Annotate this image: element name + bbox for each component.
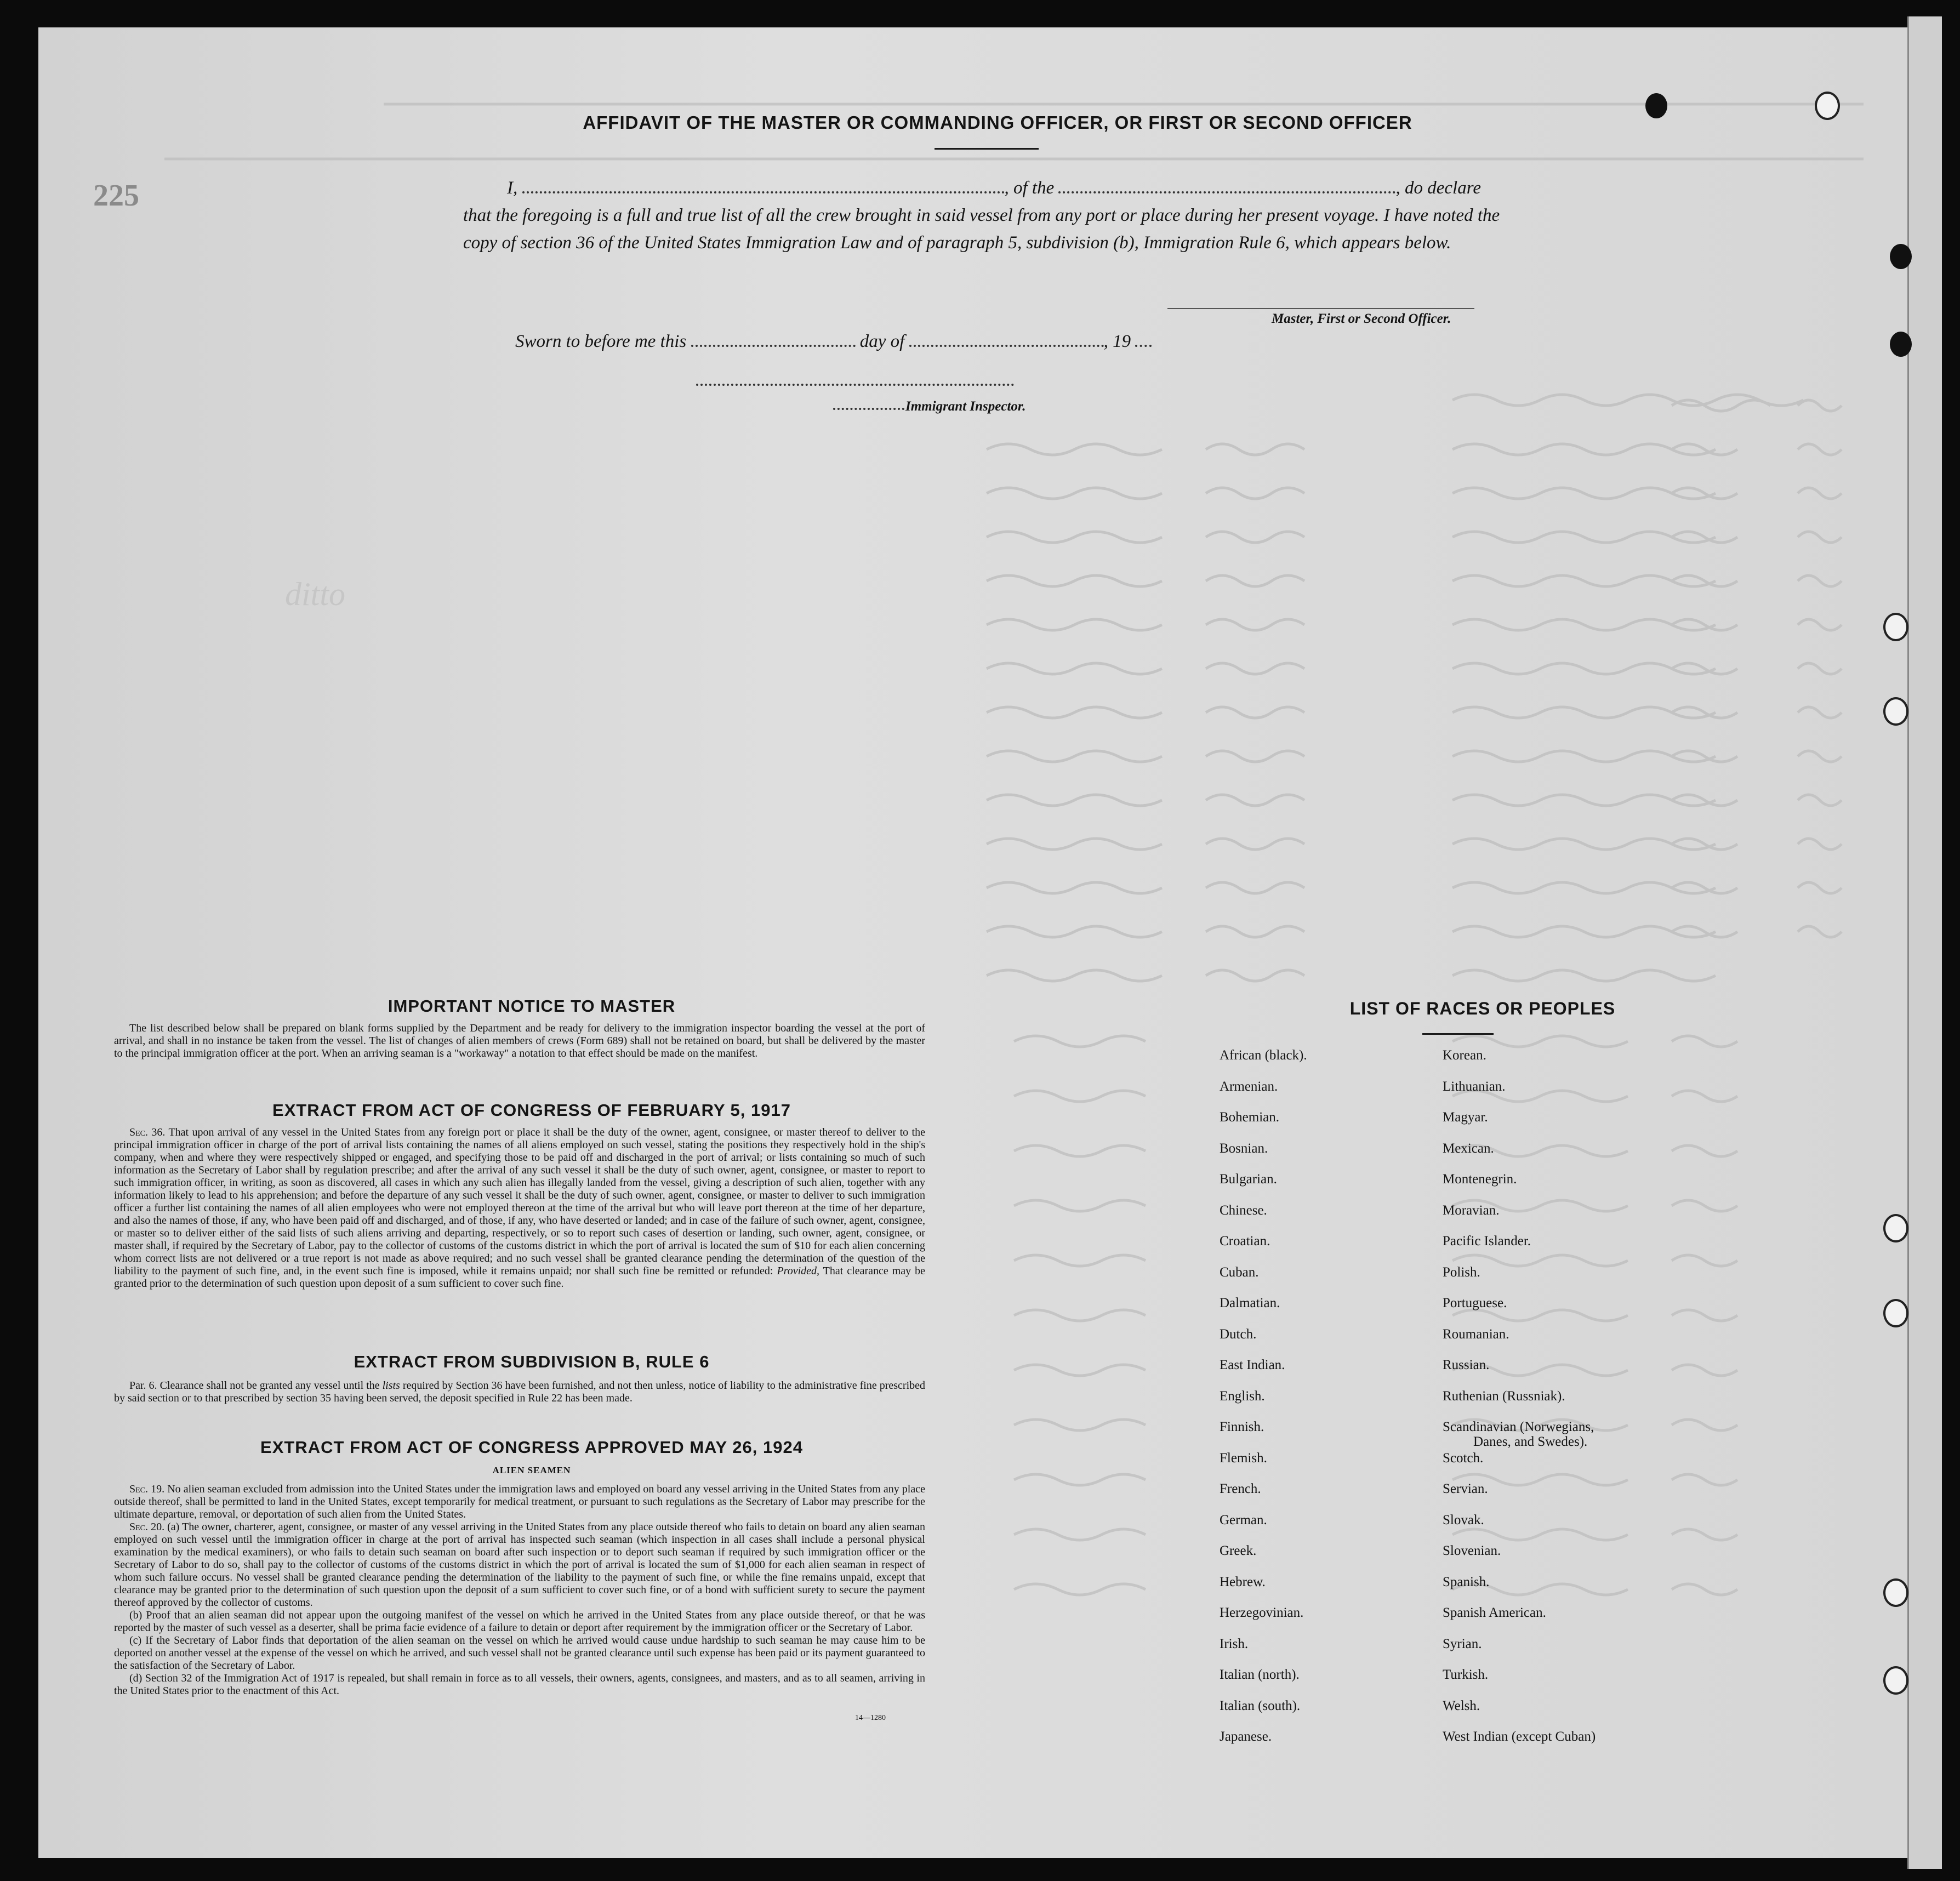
sec20b-paragraph: (b) Proof that an alien seaman did not appear upon the outgoing manifest of the vessel on which he arrived in the United States from any place outside thereof, or that he was reported by the master of such vessel as a deserter, shall be prima facie evidence of a failure to detain or deport after requirement by the immigration officer or the Secretary of Labor. [114, 1609, 925, 1634]
race-item: Herzegovinian. [1220, 1605, 1304, 1620]
race-item: Spanish American. [1443, 1605, 1546, 1620]
affidavit-statement: that the foregoing is a full and true list of all the crew brought in said vessel from any port or place during her present voyage. I have noted the copy of section 36 of the United States Immigration Law and of paragraph 5, subdivision (b), Immigration Rule 6, which appears below. [463, 206, 1500, 253]
race-item: Portuguese. [1443, 1296, 1507, 1310]
race-item: Slovak. [1443, 1512, 1484, 1527]
race-item: Roumanian. [1443, 1326, 1509, 1342]
punch-blot-icon [1890, 244, 1912, 269]
punch-hole-icon [1815, 92, 1840, 120]
affidavit-body [463, 174, 1532, 256]
sec19-paragraph [114, 1483, 925, 1521]
page-edge [1907, 16, 1942, 1869]
extract-1924-text [114, 1483, 925, 1697]
sec36-label: Sec. 36. [129, 1126, 166, 1138]
punch-blot-icon [1890, 332, 1912, 357]
race-item: Italian (south). [1220, 1698, 1301, 1713]
page-number: 225 [93, 179, 139, 213]
affidavit-i-label: I, [507, 178, 518, 198]
affidavit-declaration-line [463, 174, 1532, 202]
race-item: English. [1220, 1388, 1265, 1404]
sec20d-paragraph: (d) Section 32 of the Immigration Act of 1917 is repealed, but shall remain in force as to all vessels, their owners, agents, consignees, and masters, and as to all seamen, arriving in the United States prior to the enactment of this Act. [114, 1672, 925, 1697]
master-signature-line[interactable] [1167, 308, 1474, 309]
race-item: Bulgarian. [1220, 1172, 1277, 1187]
race-item: Irish. [1220, 1636, 1249, 1651]
race-item: Spanish. [1443, 1574, 1490, 1589]
bleed-through-layer: ditto [0, 0, 1960, 1881]
races-title: LIST OF RACES OR PEOPLES [1349, 999, 1616, 1018]
race-item: Korean. [1443, 1048, 1486, 1063]
sworn-day-field[interactable] [691, 345, 856, 347]
race-item: Armenian. [1220, 1079, 1278, 1094]
race-item: Pacific Islander. [1443, 1234, 1531, 1249]
rule6-text-a: Par. 6. Clearance shall not be granted any vessel until the [129, 1380, 380, 1392]
race-item: Chinese. [1220, 1202, 1267, 1218]
inspector-signature-line[interactable] [696, 384, 1014, 386]
race-item: Scandinavian (Norwegians, [1443, 1420, 1594, 1434]
race-item: Moravian. [1443, 1202, 1500, 1218]
race-item: Greek. [1220, 1543, 1257, 1558]
race-item: Magyar. [1443, 1110, 1488, 1125]
race-item: Lithuanian. [1443, 1079, 1506, 1094]
sworn-before-label: Sworn to before me this [515, 332, 687, 351]
sworn-month-field[interactable] [909, 345, 1104, 347]
sec36-provided: Provided, [777, 1265, 820, 1277]
punch-hole-icon [1883, 1299, 1908, 1327]
extract-1917-text [114, 1126, 925, 1290]
affidavit-title-rule [935, 148, 1039, 150]
race-item: Montenegrin. [1443, 1172, 1517, 1187]
sworn-line [515, 332, 1152, 352]
punch-hole-icon [1883, 1666, 1908, 1695]
day-of-label: day of [859, 332, 905, 351]
race-item: Syrian. [1443, 1636, 1482, 1651]
race-item: Servian. [1443, 1481, 1488, 1496]
race-item: Scotch. [1443, 1450, 1484, 1466]
form-number: 14—1280 [855, 1714, 886, 1722]
races-column-1 [1220, 1048, 1307, 1760]
race-item: Danes, and Swedes). [1473, 1434, 1588, 1449]
punch-hole-icon [1883, 697, 1908, 726]
alien-seamen-subtitle: ALIEN SEAMEN [492, 1465, 571, 1475]
affidavit-of-the: , of the [1004, 178, 1055, 198]
race-item: French. [1220, 1481, 1261, 1496]
extract-rule6-text [114, 1380, 925, 1405]
sworn-year-field[interactable] [1135, 345, 1152, 347]
rule6-lists: lists [382, 1380, 400, 1392]
extract-1924-title: EXTRACT FROM ACT OF CONGRESS APPROVED MAY 26, 1924 [260, 1438, 803, 1457]
race-item: Hebrew. [1220, 1574, 1266, 1589]
races-title-rule [1422, 1033, 1494, 1035]
master-signature-label: Master, First or Second Officer. [1272, 311, 1451, 326]
race-item: Croatian. [1220, 1234, 1270, 1249]
race-item: German. [1220, 1512, 1267, 1527]
race-item: Bosnian. [1220, 1141, 1268, 1156]
race-item: Italian (north). [1220, 1667, 1300, 1682]
inspector-signature-line-2[interactable] [833, 408, 904, 410]
punch-hole-icon [1883, 1214, 1908, 1242]
race-item: Japanese. [1220, 1729, 1272, 1744]
race-item: Dalmatian. [1220, 1296, 1280, 1310]
punch-blot-icon [1645, 93, 1667, 118]
race-item: Turkish. [1443, 1667, 1489, 1682]
notice-text: The list described below shall be prepared on blank forms supplied by the Department and be ready for delivery to the immigration inspector boarding the vessel at the port of arrival, and shall in no instance be taken from the vessel. The list of changes of alien members of crews (Form 689) shall not be retained on board, but shall be delivered by the master to the principal immigration officer at the port. When an arriving seaman is a "workaway" a notation to that effect should be made on the manifest. [114, 1022, 925, 1059]
race-item: African (black). [1220, 1048, 1307, 1063]
sec20a-paragraph [114, 1521, 925, 1609]
race-item: Russian. [1443, 1358, 1490, 1372]
race-item: Mexican. [1443, 1141, 1494, 1156]
punch-hole-icon [1883, 613, 1908, 641]
sec36-text-b: That clearance may be granted prior to the determination of such question upon deposit of a sum sufficient to cover such fine. [114, 1265, 925, 1290]
sec19-label: Sec. 19. [129, 1483, 165, 1495]
race-item: Welsh. [1443, 1698, 1480, 1713]
race-item: East Indian. [1220, 1358, 1285, 1372]
race-item: Dutch. [1220, 1326, 1257, 1342]
sec20a-text: (a) The owner, charterer, agent, consignee, or master of any vessel arriving in the United States from any place outside thereof who fails to detain on board any alien seaman employed on such vessel until the immigration officer in charge at the port of arrival has inspected such seaman (which inspection in all cases shall include a personal physical examination by the medical examiners), or who fails to detain such seaman on board after such inspection or to deport such seaman if required by such immigration officer or the Secretary of Labor to do so, shall pay to the collector of customs of the customs district in which the port of arrival is located the sum of $1,000 for each alien seaman in respect of whom such failure occurs. No vessel shall be granted clearance pending the determination of the liability to the payment of such fine, or while the fine remains unpaid, except that clearance may be granted prior to the determination of such question upon the deposit of a sum sufficient to cover such fine, or of a bond with sufficient surety to secure the payment thereof approved by the collector of customs. [114, 1521, 926, 1609]
race-item: Slovenian. [1443, 1543, 1501, 1558]
vessel-name-field[interactable] [1058, 191, 1395, 193]
affidavit-title: AFFIDAVIT OF THE MASTER OR COMMANDING OFFICER, OR FIRST OR SECOND OFFICER [583, 112, 1412, 133]
inspector-label: Immigrant Inspector. [905, 399, 1026, 414]
sec36-text-a: That upon arrival of any vessel in the United States from any foreign port or place it shall be the duty of the owner, agent, consignee, or master thereof to deliver to the principal immigration officer in charge of the port of arrival lists containing the names of all aliens employed on such vessel, stating the positions they respectively hold in the ship's company, when and where they were respectively shipped or engaged, and specifying those to be paid off and discharged in the port of arrival; or lists containing so much of such information as the Secretary of Labor shall by regulation prescribe; and after the arrival of any such vessel it shall be the duty of such owner, agent, consignee, or master to report to such immigration officer, in writing, as soon as discovered, all cases in which any such alien has illegally landed from the vessel, giving a description of such alien, together with any information likely to lead to his apprehension; and before the departure of any such vessel it shall be the duty of such owner, agent, consignee, or master to deliver to such immigration officer a further list containing the names of all alien employees who were not employed thereon at the time of the arrival but who will leave port thereon at the time of her departure, and also the names of those, if any, who have been paid off and discharged, and of those, if any, who have deserted or landed; and in case of the failure of such owner, agent, consignee, or master so to deliver either of the said lists of such aliens arriving and departing, respectively, or so to report such cases of desertion or landing, such owner, agent, consignee, or master shall, if required by the Secretary of Labor, pay to the collector of customs of the customs district in which the port of arrival is located the sum of $10 for each alien concerning whom correct lists are not delivered or a true report is not made as above required; and no such vessel shall be granted clearance pending the determination of the question of the liability to the payment of such fine, and, in the event such fine is imposed, while it remains unpaid; nor shall such fine be remitted or refunded: [114, 1126, 925, 1277]
extract-1917-title: EXTRACT FROM ACT OF CONGRESS OF FEBRUARY 5, 1917 [272, 1101, 791, 1120]
year-prefix-label: , 19 [1103, 332, 1131, 351]
punch-hole-icon [1883, 1578, 1908, 1607]
extract-rule6-title: EXTRACT FROM SUBDIVISION B, RULE 6 [354, 1352, 710, 1371]
race-item: Finnish. [1220, 1420, 1264, 1434]
officer-name-field[interactable] [522, 191, 1005, 193]
race-item: Cuban. [1220, 1264, 1259, 1280]
race-item: Polish. [1443, 1264, 1480, 1280]
race-item: West Indian (except Cuban) [1443, 1729, 1596, 1744]
sec20c-paragraph: (c) If the Secretary of Labor finds that deportation of the alien seaman on the vessel on which he arrived would cause undue hardship to such seaman he may cause him to be deported on another vessel at the expense of the vessel on which he arrived, and such vessel shall not be granted clearance until such expense has been paid or its payment guaranteed to the satisfaction of the Secretary of Labor. [114, 1634, 925, 1672]
rule6-text-b: required by Section 36 have been furnished, and not then unless, notice of liability to the administrative fine prescribed by said section or to that prescribed by section 35 having been served, the deposit specified in Rule 22 has been made. [114, 1380, 926, 1404]
sec19-text: No alien seaman excluded from admission into the United States under the immigration laws and employed on board any vessel arriving in the United States from any place outside thereof, shall be permitted to land in the United States, except temporarily for medical treatment, or pursuant to such regulations as the Secretary of Labor may prescribe for the ultimate departure, removal, or deportation of such alien from the United States. [114, 1483, 925, 1520]
race-item: Bohemian. [1220, 1110, 1280, 1125]
sec20-label: Sec. 20. [129, 1521, 165, 1533]
notice-title: IMPORTANT NOTICE TO MASTER [388, 996, 676, 1016]
races-column-2 [1443, 1048, 1596, 1760]
affidavit-do-declare: , do declare [1395, 178, 1481, 198]
race-item: Ruthenian (Russniak). [1443, 1388, 1565, 1404]
race-item: Flemish. [1220, 1450, 1267, 1466]
